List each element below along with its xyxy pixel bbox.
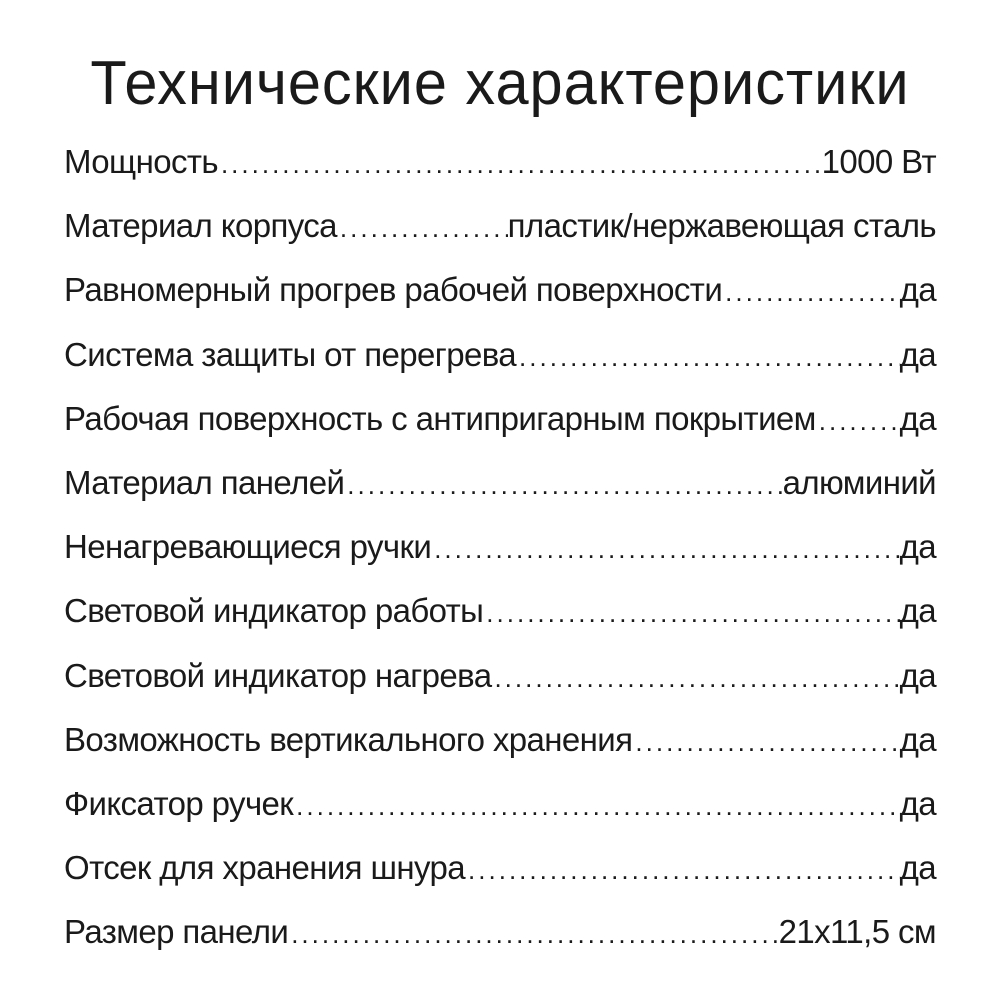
spec-row-overheat-protection: [64, 323, 936, 387]
dot-leader: [344, 453, 782, 517]
spec-row-power: [64, 130, 936, 194]
spec-value: 1000 Вт: [821, 143, 936, 180]
spec-label: Рабочая поверхность с антипригарным покрытием: [64, 399, 816, 437]
spec-row-even-heating: [64, 258, 936, 322]
spec-label: Световой индикатор работы: [64, 592, 484, 630]
page-title: Технические характеристики: [90, 49, 910, 118]
spec-row-handle-lock: [64, 772, 936, 836]
spec-value: да: [899, 720, 936, 758]
spec-row-vertical-storage: [64, 708, 936, 772]
dot-leader: [483, 581, 899, 645]
spec-row-panel-material: [64, 451, 936, 515]
dot-leader: [431, 517, 899, 581]
spec-value: да: [899, 399, 936, 437]
spec-label: Материал корпуса: [64, 207, 337, 245]
spec-row-cord-storage: [64, 836, 936, 900]
spec-label: Фиксатор ручек: [64, 784, 294, 822]
spec-value: алюминий: [782, 463, 936, 501]
spec-value: да: [899, 849, 936, 887]
dot-leader: [337, 196, 508, 260]
spec-label: Мощность: [64, 143, 218, 180]
spec-list: [64, 130, 936, 964]
dot-leader: [491, 646, 899, 710]
spec-row-body-material: [64, 194, 936, 258]
spec-value: да: [899, 528, 936, 566]
dot-leader: [288, 902, 778, 966]
dot-leader: [465, 838, 900, 902]
spec-value: пластик/нержавеющая сталь: [507, 207, 936, 245]
spec-value: да: [899, 271, 936, 309]
dot-leader: [722, 260, 899, 324]
spec-row-power-indicator: [64, 579, 936, 643]
spec-value: да: [899, 592, 936, 630]
spec-label: Равномерный прогрев рабочей поверхности: [64, 271, 723, 309]
dot-leader: [632, 710, 899, 774]
spec-row-heat-indicator: [64, 644, 936, 708]
spec-value: 21x11,5 см: [778, 913, 936, 951]
spec-label: Возможность вертикального хранения: [64, 720, 633, 758]
spec-row-panel-size: [64, 900, 936, 964]
dot-leader: [293, 774, 899, 838]
dot-leader: [218, 132, 822, 196]
spec-label: Ненагревающиеся ручки: [64, 528, 432, 566]
spec-label: Отсек для хранения шнура: [64, 849, 466, 887]
dot-leader: [816, 389, 900, 453]
spec-value: да: [899, 335, 936, 373]
spec-value: да: [899, 656, 936, 694]
spec-label: Размер панели: [64, 913, 289, 951]
spec-row-cool-handles: [64, 515, 936, 579]
dot-leader: [516, 325, 900, 389]
spec-value: да: [899, 784, 936, 822]
spec-label: Система защиты от перегрева: [64, 335, 517, 373]
spec-label: Световой индикатор нагрева: [64, 656, 492, 694]
spec-label: Материал панелей: [64, 463, 345, 501]
spec-row-nonstick-coating: [64, 387, 936, 451]
